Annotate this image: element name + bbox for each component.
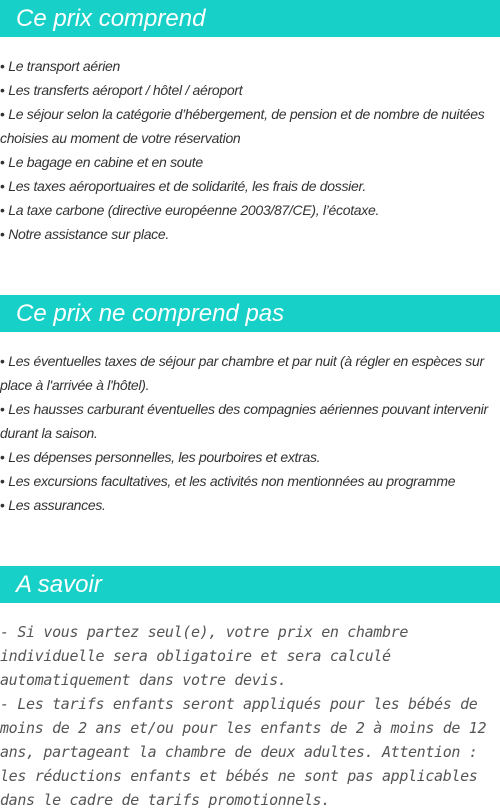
list-item: • Les taxes aéroportuaires et de solidarité, les frais de dossier. <box>0 174 500 198</box>
list-item: • Les éventuelles taxes de séjour par chambre et par nuit (à régler en espèces sur place à l'arrivée à l'hôtel). <box>0 349 500 397</box>
list-item: • Les assurances. <box>0 493 500 517</box>
section-header-excludes <box>0 295 500 332</box>
list-item: • La taxe carbone (directive européenne 2003/87/CE), l’écotaxe. <box>0 198 500 222</box>
section-title-includes: Ce prix comprend <box>16 5 206 32</box>
section-header-savoir <box>0 566 500 603</box>
section-title-savoir: A savoir <box>16 571 102 598</box>
savoir-text <box>0 620 500 812</box>
section-title-excludes: Ce prix ne comprend pas <box>16 300 285 327</box>
includes-list <box>0 54 500 246</box>
list-item: • Le transport aérien <box>0 54 500 78</box>
list-item: • Le bagage en cabine et en soute <box>0 150 500 174</box>
list-item: • Notre assistance sur place. <box>0 222 500 246</box>
list-item: • Les hausses carburant éventuelles des compagnies aériennes pouvant intervenir durant la saison. <box>0 397 500 445</box>
list-item: • Le séjour selon la catégorie d’hébergement, de pension et de nombre de nuitées choisies au moment de votre réservation <box>0 102 500 150</box>
list-item: • Les transferts aéroport / hôtel / aéroport <box>0 78 500 102</box>
excludes-list <box>0 349 500 517</box>
list-item: • Les dépenses personnelles, les pourboires et extras. <box>0 445 500 469</box>
section-header-includes <box>0 0 500 37</box>
list-item: • Les excursions facultatives, et les activités non mentionnées au programme <box>0 469 500 493</box>
list-item: - Les tarifs enfants seront appliqués pour les bébés de moins de 2 ans et/ou pour les enfants de 2 à moins de 12 ans, partageant la chambre de deux adultes. Attention : les réductions enfants et bébés ne sont pas applicables dans le cadre de tarifs promotionnels. <box>0 695 487 809</box>
list-item: - Si vous partez seul(e), votre prix en chambre individuelle sera obligatoire et sera calculé automatiquement dans votre devis. <box>0 623 408 689</box>
